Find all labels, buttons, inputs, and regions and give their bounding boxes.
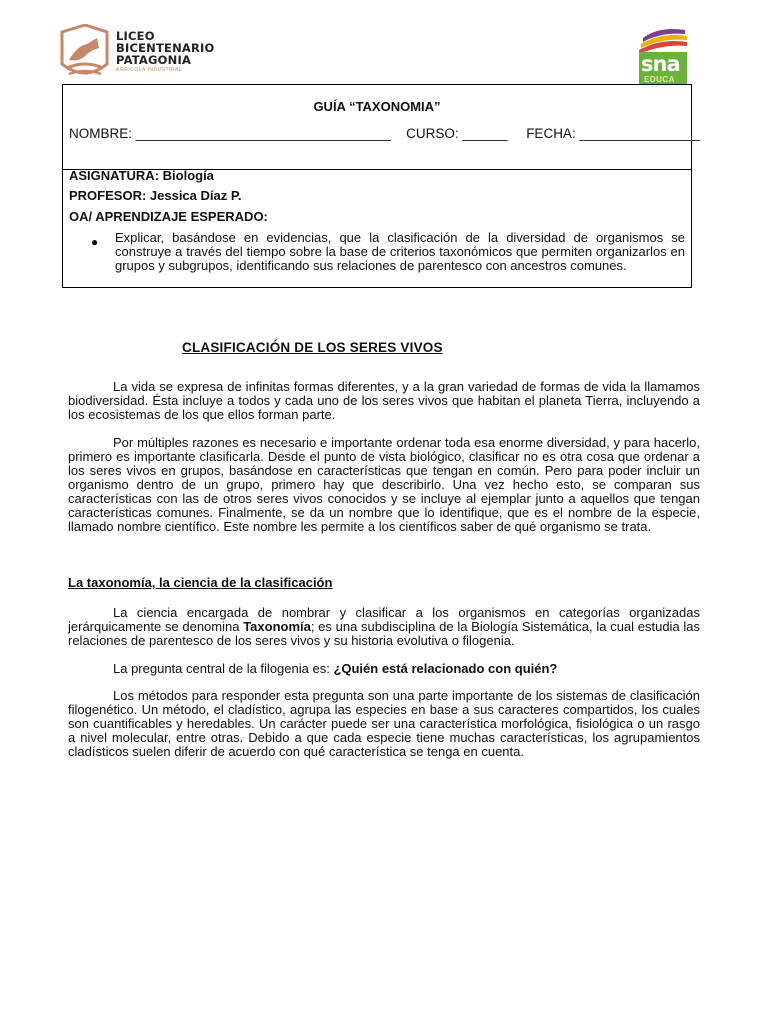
- profesor-line: PROFESOR: Jessica Díaz P.: [69, 188, 242, 203]
- guide-title: GUÍA “TAXONOMIA”: [313, 99, 441, 114]
- subject-info-box: [62, 168, 692, 288]
- nombre-label: NOMBRE:: [69, 126, 133, 141]
- school-subtitle: AGRÍCOLA INDUSTRIAL: [116, 67, 183, 73]
- objetivo-label: OA/ APRENDIZAJE ESPERADO:: [69, 209, 268, 224]
- school-name-line-2: BICENTENARIO: [116, 41, 215, 55]
- sna-logo: [639, 24, 687, 84]
- asignatura-line: ASIGNATURA: Biología: [69, 168, 214, 183]
- nombre-field[interactable]: __________________________________: [135, 126, 392, 141]
- paragraph-3-start: La ciencia encargada de nombrar y clasificar a los organismos en categorías organizadas jerárquicamente se denomina: [68, 605, 700, 634]
- subsection-heading: La taxonomía, la ciencia de la clasificación: [68, 575, 333, 590]
- school-crest-icon: [59, 24, 111, 80]
- paragraph-3: [68, 606, 700, 648]
- school-name-line-1: LICEO: [116, 29, 155, 43]
- fecha-label: FECHA:: [526, 126, 576, 141]
- student-info-box: [62, 84, 700, 170]
- school-logo: [59, 24, 219, 80]
- taxonomia-term: Taxonomía: [243, 619, 311, 634]
- paragraph-4: [68, 662, 700, 676]
- paragraph-1: La vida se expresa de infinitas formas diferentes, y a la gran variedad de formas de vida la llamamos biodiversidad. Ésta incluye a todos y cada uno de los seres vivos que habitan el planeta Tierra, incluyendo a los ecosistemas de los que ellos forman parte.: [68, 379, 700, 422]
- paragraph-5: Los métodos para responder esta pregunta son una parte importante de los sistemas de clasificación filogenético. Un método, el cladístico, agrupa las especies en base a sus caracteres compartidos, los cuales son cuantificables y heredables. Un carácter puede ser una característica morfológica, fisiológica o un rasgo a nivel molecular, entre otras. Debido a que cada especie tiene muchas características, los agrupamientos cladísticos suelen diferir de acuerdo con qué característica se tenga en cuenta.: [68, 688, 700, 759]
- section-heading: CLASIFICACIÓN DE LOS SERES VIVOS: [182, 340, 443, 355]
- student-info-row: [69, 126, 700, 141]
- curso-label: CURSO:: [406, 126, 459, 141]
- sna-submark: EDUCA: [644, 75, 675, 84]
- school-name: [116, 30, 215, 66]
- curso-field[interactable]: ______: [462, 126, 508, 141]
- bullet-icon: ●: [91, 235, 99, 249]
- paragraph-4-start: La pregunta central de la filogenia es:: [113, 661, 334, 676]
- paragraph-3-end: ; es una subdisciplina de la Biología Sistemática, la cual estudia las relaciones de parentesco de los seres vivos y su historia evolutiva o filogenia.: [68, 619, 700, 648]
- fecha-field[interactable]: ________________: [579, 126, 700, 141]
- central-question: ¿Quién está relacionado con quién?: [333, 661, 558, 676]
- objetivo-text: Explicar, basándose en evidencias, que la clasificación de la diversidad de organismos se construye a través del tiempo sobre la base de criterios taxonómicos que permiten organizarlos en grupos y subgrupos, identificando sus relaciones de parentesco con ancestros comunes.: [115, 230, 685, 273]
- school-name-line-3: PATAGONIA: [116, 53, 192, 67]
- paragraph-2: Por múltiples razones es necesario e importante ordenar toda esa enorme diversidad, y para hacerlo, primero es importante clasificarla. Desde el punto de vista biológico, clasificar no es otra cosa que ordenar a los seres vivos en grupos, basándose en características que tengan en común. Pero para poder incluir un organismo dentro de un grupo, primero hay que describirlo. Una vez hecho esto, se comparan sus características con las de otros seres vivos conocidos y se incluye al ejemplar junto a aquellos que tengan características comunes. Finalmente, se da un nombre que lo identifique, que es el nombre de la especie, llamado nombre científico. Este nombre les permite a los científicos saber de qué organismo se trata.: [68, 435, 700, 534]
- sna-wordmark: sna: [641, 52, 680, 76]
